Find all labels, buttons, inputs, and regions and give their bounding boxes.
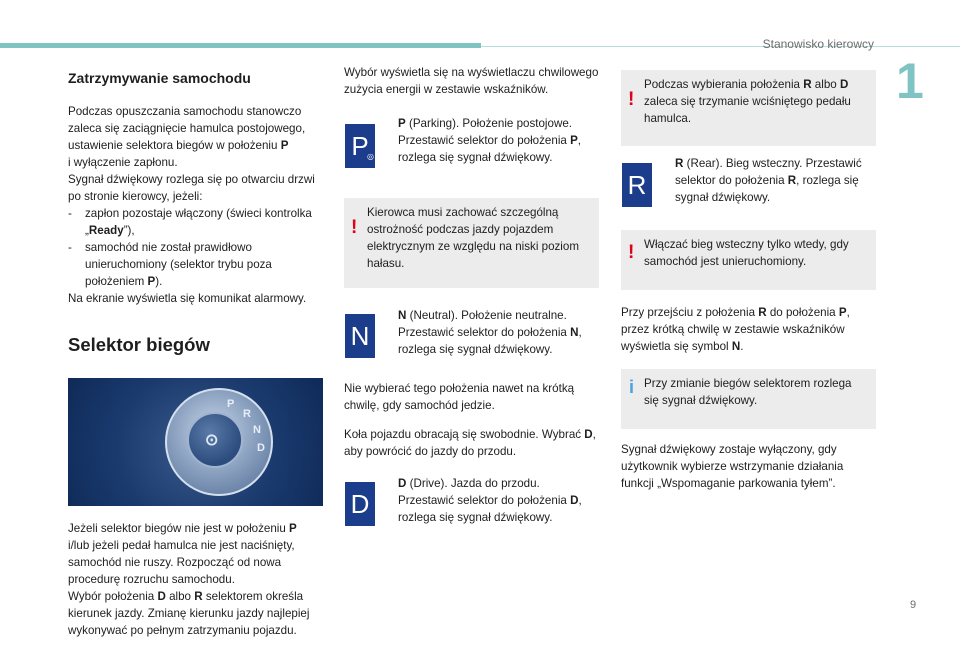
section-label: Stanowisko kierowcy <box>762 37 874 51</box>
gear-item-r: R R (Rear). Bieg wsteczny. Przestawić selektor do położenia R, rozlega się sygnał dźwiękowy. <box>621 155 876 207</box>
gear-d-icon: D <box>345 482 375 526</box>
warning-note-reverse: ! Włączać bieg wsteczny tylko wtedy, gdy samochód jest unieruchomiony. <box>621 230 876 290</box>
gear-item-p: P ◎ P (Parking). Położenie postojowe. Przestawić selektor do położenia P, rozlega się sygnał dźwiękowy. <box>344 115 599 168</box>
section-title: Selektor biegów <box>68 333 210 355</box>
gear-p-icon: P ◎ <box>345 124 375 168</box>
dial-label-r: R <box>243 408 251 421</box>
chapter-number: 1 <box>896 53 924 109</box>
column-1 <box>68 64 323 639</box>
warning-icon: ! <box>628 89 635 110</box>
column-2 <box>344 64 599 526</box>
paragraph-neutral-warning: Nie wybierać tego położenia nawet na krótką chwilę, gdy samochód jedzie. <box>344 382 575 413</box>
eco-icon: ◎ <box>367 152 374 162</box>
paragraph-stopping: Podczas opuszczania samochodu stanowczo zaleca się zaciągnięcie hamulca postojowego, ustawienie selektora biegów w położeniu P i wyłączenie zapłonu. Sygnał dźwiękowy rozlega się po otwarciu drzwi po stronie kierowcy, jeżeli: <box>68 104 315 203</box>
dial-label-n: N <box>253 424 261 437</box>
gear-r-icon: R <box>622 163 652 207</box>
paragraph-selector: Jeżeli selektor biegów nie jest w położeniu P i/lub jeżeli pedał hamulca nie jest naciśnięty, samochód nie ruszy. Rozpocząć od nowa procedurę rozruchu samochodu. Wybór położenia D albo R selektorem określa kierunek jazdy. Zmianę kierunku jazdy najlepiej wykonywać po pełnym zatrzymaniu pojazdu. <box>68 522 310 638</box>
list-item: - zapłon pozostaje włączony (świeci kontrolka „Ready”), <box>68 206 312 237</box>
dial-label-d: D <box>257 442 265 455</box>
header-rule <box>481 46 960 47</box>
dial-label-p: P <box>227 398 235 411</box>
page-number: 9 <box>910 599 917 611</box>
gear-item-n: N N (Neutral). Położenie neutralne. Przestawić selektor do położenia N, rozlega się sygnał dźwiękowy. <box>344 307 599 358</box>
paragraph-alert: Na ekranie wyświetla się komunikat alarmowy. <box>68 291 307 305</box>
park-brake-icon: ⊙ <box>205 432 219 450</box>
warning-note-brake: ! Podczas wybierania położenia R albo D zaleca się trzymanie wciśniętego pedału hamulca. <box>621 70 876 146</box>
paragraph-neutral-wheels: Koła pojazdu obracają się swobodnie. Wybrać D, aby powrócić do jazdy do przodu. <box>344 428 596 459</box>
list-item: - samochód nie został prawidłowo unieruchomiony (selektor trybu poza położeniem P). <box>68 240 272 288</box>
selector-dial <box>165 388 273 496</box>
column-3 <box>621 64 876 492</box>
gear-item-d: D D (Drive). Jazda do przodu. Przestawić selektor do położenia D, rozlega się sygnał dźwiękowy. <box>344 475 599 526</box>
selector-knob <box>187 412 243 468</box>
warning-icon: ! <box>628 242 635 263</box>
header-accent-bar <box>0 43 481 48</box>
subheading-stopping: Zatrzymywanie samochodu <box>68 70 251 86</box>
paragraph-transition: Przy przejściu z położenia R do położenia P, przez krótką chwilę w zestawie wskaźników wyświetla się symbol N. <box>621 306 850 354</box>
warning-note: ! Kierowca musi zachować szczególną ostrożność podczas jazdy pojazdem elektrycznym ze względu na niski poziom hałasu. <box>344 198 599 288</box>
paragraph-sound-off: Sygnał dźwiękowy zostaje wyłączony, gdy użytkownik wybierze wstrzymanie działania funkcji „Wspomaganie parkowania tyłem”. <box>621 443 844 491</box>
gear-n-icon: N <box>345 314 375 358</box>
info-note: i Przy zmianie biegów selektorem rozlega się sygnał dźwiękowy. <box>621 369 876 429</box>
gear-selector-photo <box>68 378 323 506</box>
paragraph-intro: Wybór wyświetla się na wyświetlaczu chwilowego zużycia energii w zestawie wskaźników. <box>344 66 599 97</box>
warning-icon: ! <box>351 217 358 239</box>
info-icon: i <box>629 377 635 398</box>
